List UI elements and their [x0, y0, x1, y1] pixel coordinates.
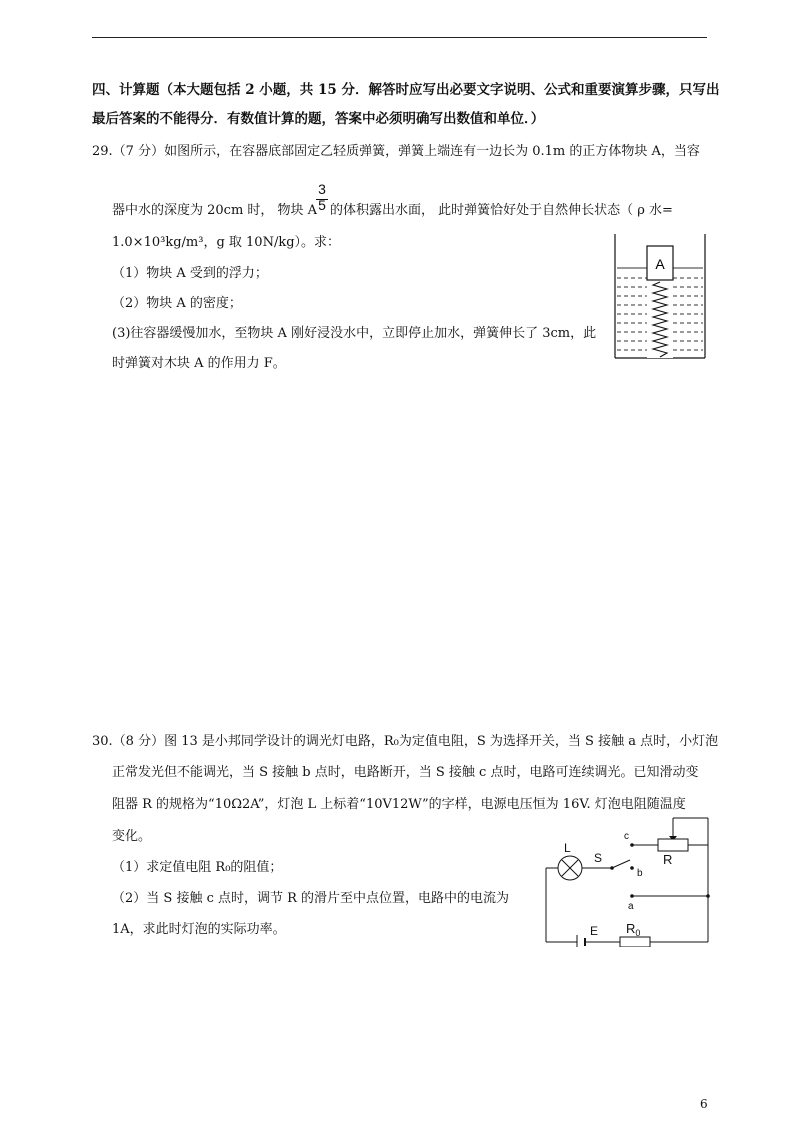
page-number: 6 [700, 1097, 708, 1111]
q30-sub1: （1）求定值电阻 R₀的阻值； [112, 860, 283, 875]
q29-line2a: 器中水的深度为 20cm 时， 物块 A [112, 203, 318, 218]
resistor-label [626, 921, 640, 938]
q29-line3: 1.0×10³kg/m³，g 取 10N/kg）。求： [112, 235, 341, 250]
q29-sub1: （1）物块 A 受到的浮力； [112, 266, 268, 281]
lamp-icon [558, 856, 582, 880]
rheostat-icon [658, 839, 688, 851]
circuit-diagram [540, 812, 715, 947]
contact-a-label: a [628, 901, 634, 912]
q30-line3: 阻器 R 的规格为“10Ω2A”，灯泡 L 上标着“10V12W”的字样，电源电压恒为 16V. 灯泡电阻随温度 [112, 797, 686, 812]
battery-icon [577, 935, 585, 947]
resistor-label-subscript: 0 [635, 928, 641, 938]
q29-line2b: 的体积露出水面， 此时弹簧恰好处于自然伸长状态（ ρ 水= [330, 203, 673, 218]
header-rule [92, 37, 707, 38]
container-spring-figure [610, 232, 710, 362]
section-header-line1: 四、计算题（本大题包括 2 小题，共 15 分．解答时应写出必要文字说明、公式和重要演算步骤，只写出 [92, 82, 720, 98]
block-a-label: A [655, 256, 665, 272]
q29-sub3a: (3)往容器缓慢加水，至物块 A 刚好浸没水中，立即停止加水，弹簧伸长了 3cm，此 [112, 326, 597, 341]
q29-line1: 29.（7 分）如图所示，在容器底部固定乙轻质弹簧，弹簧上端连有一边长为 0.1m 的正方体物块 A，当容 [92, 144, 700, 159]
switch-label: S [594, 851, 603, 865]
q29-fraction-numerator: 3 [318, 181, 326, 197]
section-header-line2: 最后答案的不能得分．有数值计算的题，答案中必须明确写出数值和单位．） [92, 111, 545, 127]
source-label: E [590, 924, 599, 938]
q29-sub2: （2）物块 A 的密度； [112, 296, 242, 311]
contact-c-label: c [624, 831, 629, 842]
q30-line1: 30.（8 分）图 13 是小邦同学设计的调光灯电路，R₀为定值电阻，S 为选择开关，当 S 接触 a 点时，小灯泡 [92, 734, 719, 749]
resistor-r0-icon [620, 937, 650, 947]
q30-sub2b: 1A，求此时灯泡的实际功率。 [112, 922, 286, 937]
lamp-label: L [564, 841, 571, 855]
q30-line2: 正常发光但不能调光，当 S 接触 b 点时，电路断开，当 S 接触 c 点时，电路可连续调光。已知滑动变 [112, 765, 699, 780]
q30-line4: 变化。 [112, 829, 152, 844]
contact-b-label: b [637, 868, 643, 879]
q29-fraction-denominator: 5 [318, 197, 326, 213]
resistor-label-main: R [626, 921, 636, 936]
q30-sub2: （2）当 S 接触 c 点时，调节 R 的滑片至中点位置，电路中的电流为 [112, 891, 510, 906]
rheostat-label: R [663, 852, 673, 867]
q29-sub3b: 时弹簧对木块 A 的作用力 F。 [112, 356, 286, 371]
